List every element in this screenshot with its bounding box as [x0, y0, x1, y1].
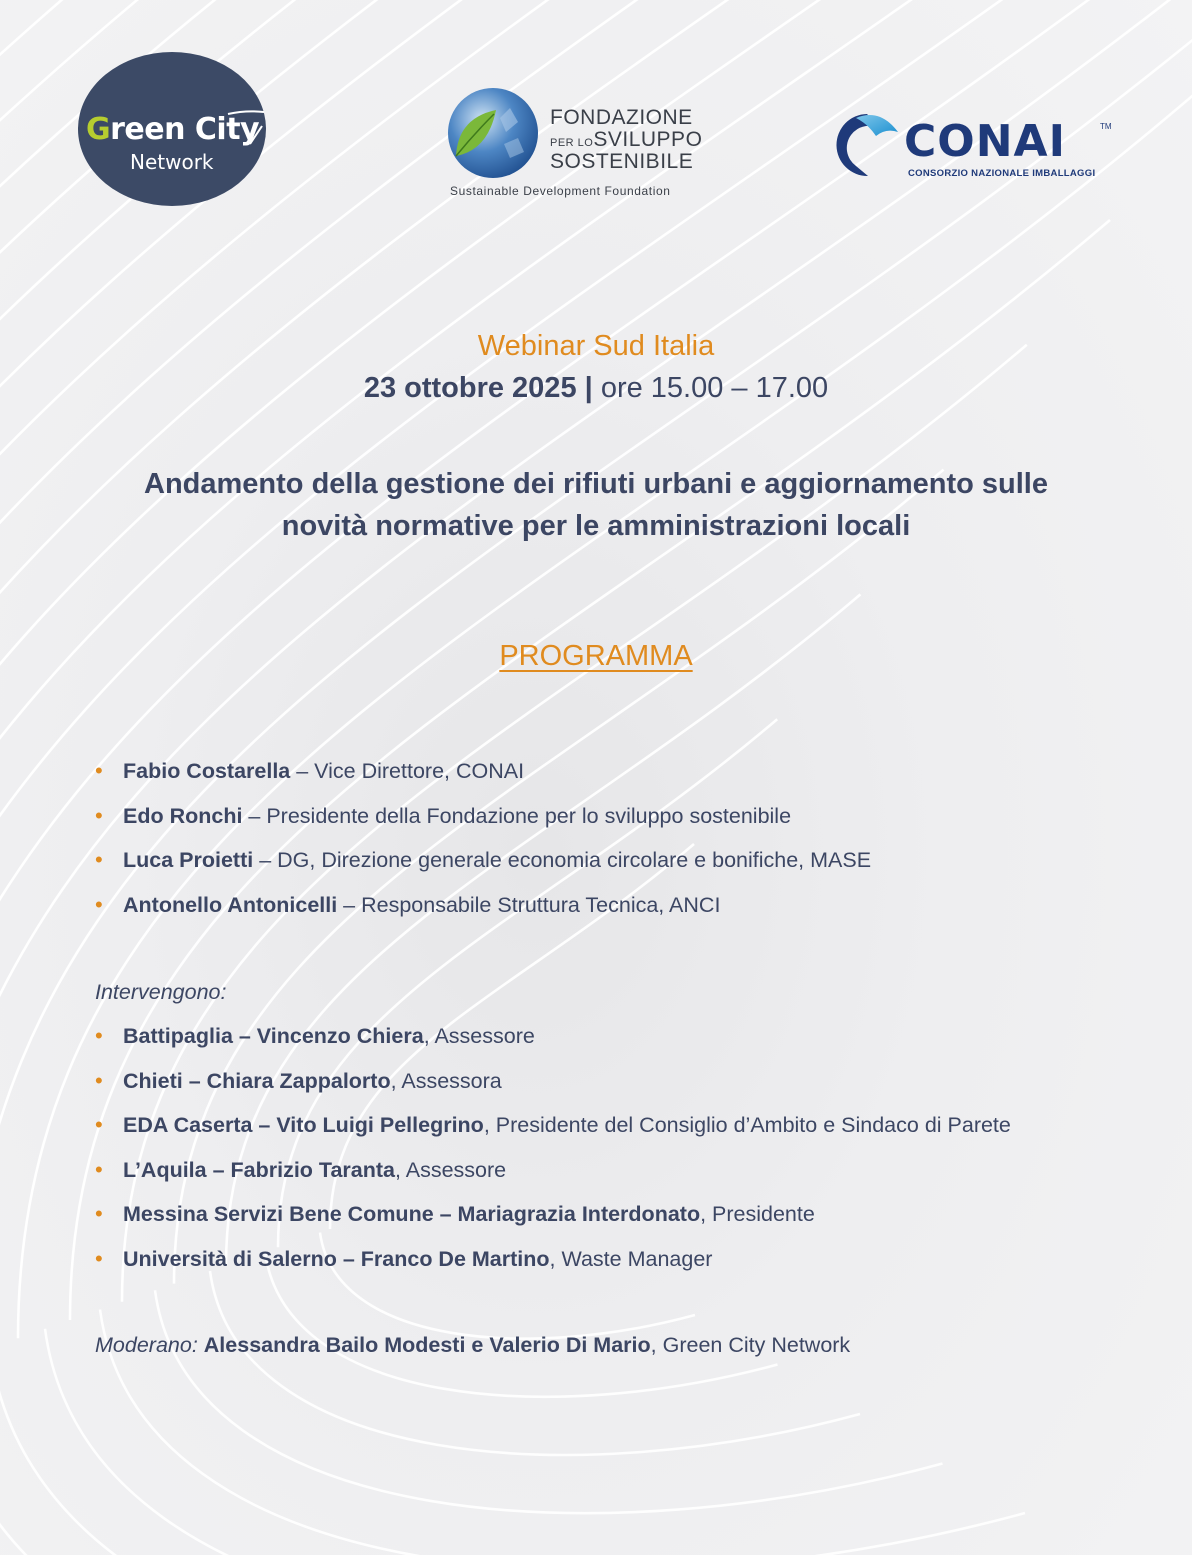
- conai-tm: TM: [1100, 122, 1112, 131]
- interventions-list: [95, 1024, 1011, 1291]
- bullet-icon: •: [95, 1156, 103, 1182]
- list-item: [95, 1024, 1011, 1069]
- fondazione-line1: FONDAZIONE: [550, 106, 693, 129]
- speakers-list: [95, 759, 871, 937]
- background-curve: [0, 1483, 1192, 1555]
- event-title-line1: Andamento della gestione dei rifiuti urbani e aggiornamento sulle: [144, 468, 1048, 500]
- event-date: 23 ottobre 2025: [363, 372, 577, 404]
- fondazione-line3: SOSTENIBILE: [550, 150, 694, 173]
- bullet-icon: •: [95, 1245, 103, 1271]
- bullet-icon: •: [95, 1201, 103, 1226]
- fondazione-line4: Sustainable Development Foundation: [450, 184, 671, 198]
- moderators-org: , Green City Network: [650, 1333, 851, 1357]
- background-curve: [45, 1329, 1108, 1555]
- programma-heading: [0, 640, 1192, 673]
- intervention-name: EDA Caserta – Vito Luigi Pellegrino: [123, 1113, 484, 1137]
- bullet-icon: •: [95, 1112, 103, 1137]
- event-dateline: [0, 372, 1192, 405]
- event-time: ore 15.00 – 17.00: [600, 372, 829, 404]
- list-item: [95, 893, 871, 938]
- speaker-name: Fabio Costarella: [123, 759, 291, 783]
- fondazione-logo: [446, 88, 716, 204]
- list-item: [95, 1069, 1011, 1114]
- globe-icon: [448, 88, 538, 178]
- moderators-names: Alessandra Bailo Modesti e Valerio Di Mario: [203, 1333, 651, 1357]
- leaf-icon: [448, 88, 538, 178]
- fondazione-line2-small: PER LO: [550, 137, 594, 149]
- speaker-role: – Vice Direttore, CONAI: [290, 759, 525, 783]
- conai-logo: [832, 110, 1112, 190]
- speaker-role: – Responsabile Struttura Tecnica, ANCI: [337, 892, 721, 917]
- green-city-network-logo: [78, 52, 266, 206]
- background-curve: [0, 1406, 1192, 1555]
- bullet-icon: •: [95, 802, 103, 828]
- background-curve: [0, 1464, 1192, 1555]
- list-item: [95, 1247, 1011, 1292]
- bullet-icon: •: [95, 1067, 103, 1093]
- background-curve: [0, 1425, 1192, 1555]
- list-item: [95, 1158, 1011, 1203]
- conai-mark-icon: [832, 110, 902, 180]
- conai-name: CONAI: [904, 116, 1066, 167]
- intervention-role: , Presidente del Consiglio d’Ambito e Sindaco di Parete: [483, 1113, 1011, 1137]
- date-separator: |: [584, 372, 593, 404]
- background-curve: [155, 1290, 943, 1513]
- gcn-logo-word2: Network: [130, 150, 214, 174]
- background-curve: [0, 1444, 1192, 1555]
- background-curve: [210, 1271, 860, 1455]
- fondazione-line2: [550, 128, 702, 152]
- intervention-role: , Assessora: [390, 1068, 502, 1093]
- intervention-name: Università di Salerno – Franco De Martino: [123, 1246, 550, 1271]
- intervention-role: , Assessore: [394, 1157, 507, 1182]
- event-title-line2: novità normative per le amministrazioni locali: [281, 510, 911, 542]
- intervention-name: Messina Servizi Bene Comune – Mariagrazia Interdonato: [123, 1202, 701, 1226]
- list-item: [95, 1113, 1011, 1158]
- gcn-logo-word1-rest: reen City: [110, 112, 260, 147]
- intervengono-label: Intervengono:: [95, 980, 227, 1004]
- programma-label: PROGRAMMA: [499, 640, 693, 672]
- event-name: Webinar Sud Italia: [477, 330, 715, 362]
- speaker-role: – DG, Direzione generale economia circolare e bonifiche, MASE: [253, 848, 872, 872]
- bullet-icon: •: [95, 891, 103, 917]
- list-item: [95, 1202, 1011, 1247]
- fondazione-line2-main: SVILUPPO: [593, 128, 703, 151]
- bullet-icon: •: [95, 758, 103, 783]
- list-item: [95, 848, 871, 893]
- intervention-role: , Waste Manager: [549, 1246, 713, 1271]
- gcn-logo-word1: Green City: [86, 112, 260, 147]
- intervention-role: , Presidente: [700, 1202, 815, 1226]
- intervention-role: , Assessore: [423, 1024, 535, 1048]
- bullet-icon: •: [95, 847, 103, 872]
- speaker-name: Antonello Antonicelli: [123, 892, 338, 917]
- list-item: [95, 804, 871, 849]
- moderators-label: Moderano:: [95, 1333, 198, 1357]
- conai-subtitle: CONSORZIO NAZIONALE IMBALLAGGI: [908, 168, 1096, 179]
- intervention-name: Battipaglia – Vincenzo Chiera: [123, 1024, 424, 1048]
- speaker-role: – Presidente della Fondazione per lo sviluppo sostenibile: [242, 803, 792, 828]
- bullet-icon: •: [95, 1023, 103, 1048]
- speaker-name: Luca Proietti: [123, 848, 254, 872]
- speaker-name: Edo Ronchi: [123, 803, 243, 828]
- event-title: [0, 463, 1192, 547]
- background-curve: [0, 1348, 1190, 1555]
- moderators-line: [95, 1333, 850, 1358]
- list-item: [95, 759, 871, 804]
- intervention-name: L’Aquila – Fabrizio Taranta: [123, 1157, 395, 1182]
- intervention-name: Chieti – Chiara Zappalorto: [123, 1068, 391, 1093]
